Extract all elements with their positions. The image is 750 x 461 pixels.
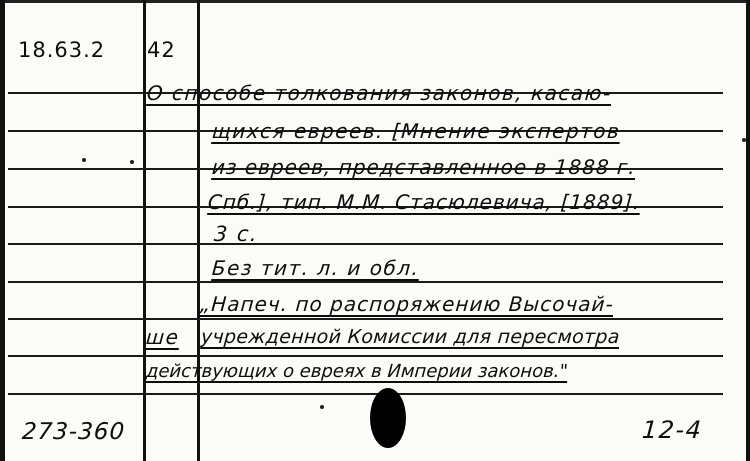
ruled-line bbox=[8, 318, 723, 320]
entry-line-10: действующих о евреях в Империи законов." bbox=[145, 361, 569, 382]
ink-speck bbox=[320, 405, 324, 409]
ruled-line bbox=[8, 243, 723, 245]
ink-speck bbox=[130, 160, 134, 164]
ink-speck bbox=[742, 138, 746, 142]
card-top-edge bbox=[0, 0, 750, 3]
entry-line-9: учрежденной Комиссии для пересмотра bbox=[200, 326, 621, 348]
ruled-line bbox=[8, 393, 723, 395]
ink-speck bbox=[82, 158, 86, 162]
card-left-edge bbox=[0, 0, 5, 461]
margin-line-outer bbox=[143, 0, 146, 461]
ruled-line bbox=[8, 355, 723, 357]
shelf-mark: 12-4 bbox=[641, 416, 704, 444]
call-number-suffix: 42 bbox=[147, 38, 176, 62]
ruled-line bbox=[8, 281, 723, 283]
punch-hole bbox=[370, 388, 406, 448]
entry-line-6: Без тит. л. и обл. bbox=[211, 256, 421, 280]
entry-line-5: 3 с. bbox=[213, 222, 260, 246]
card-right-edge bbox=[746, 0, 750, 461]
inventory-number: 273-360 bbox=[21, 419, 127, 445]
entry-line-7: „Напеч. по распоряжению Высочай- bbox=[199, 292, 615, 316]
entry-line-8: ше bbox=[145, 325, 181, 349]
margin-line-inner bbox=[197, 0, 200, 461]
entry-line-4: Спб.], тип. М.М. Стасюлевича, [1889]. bbox=[207, 190, 642, 214]
entry-line-2: щихся евреев. [Мнение экспертов bbox=[211, 119, 622, 143]
entry-line-3: из евреев, представленное в 1888 г. bbox=[211, 155, 637, 179]
entry-line-1: О способе толкования законов, касаю- bbox=[146, 81, 613, 105]
call-number: 18.63.2 bbox=[18, 38, 106, 62]
